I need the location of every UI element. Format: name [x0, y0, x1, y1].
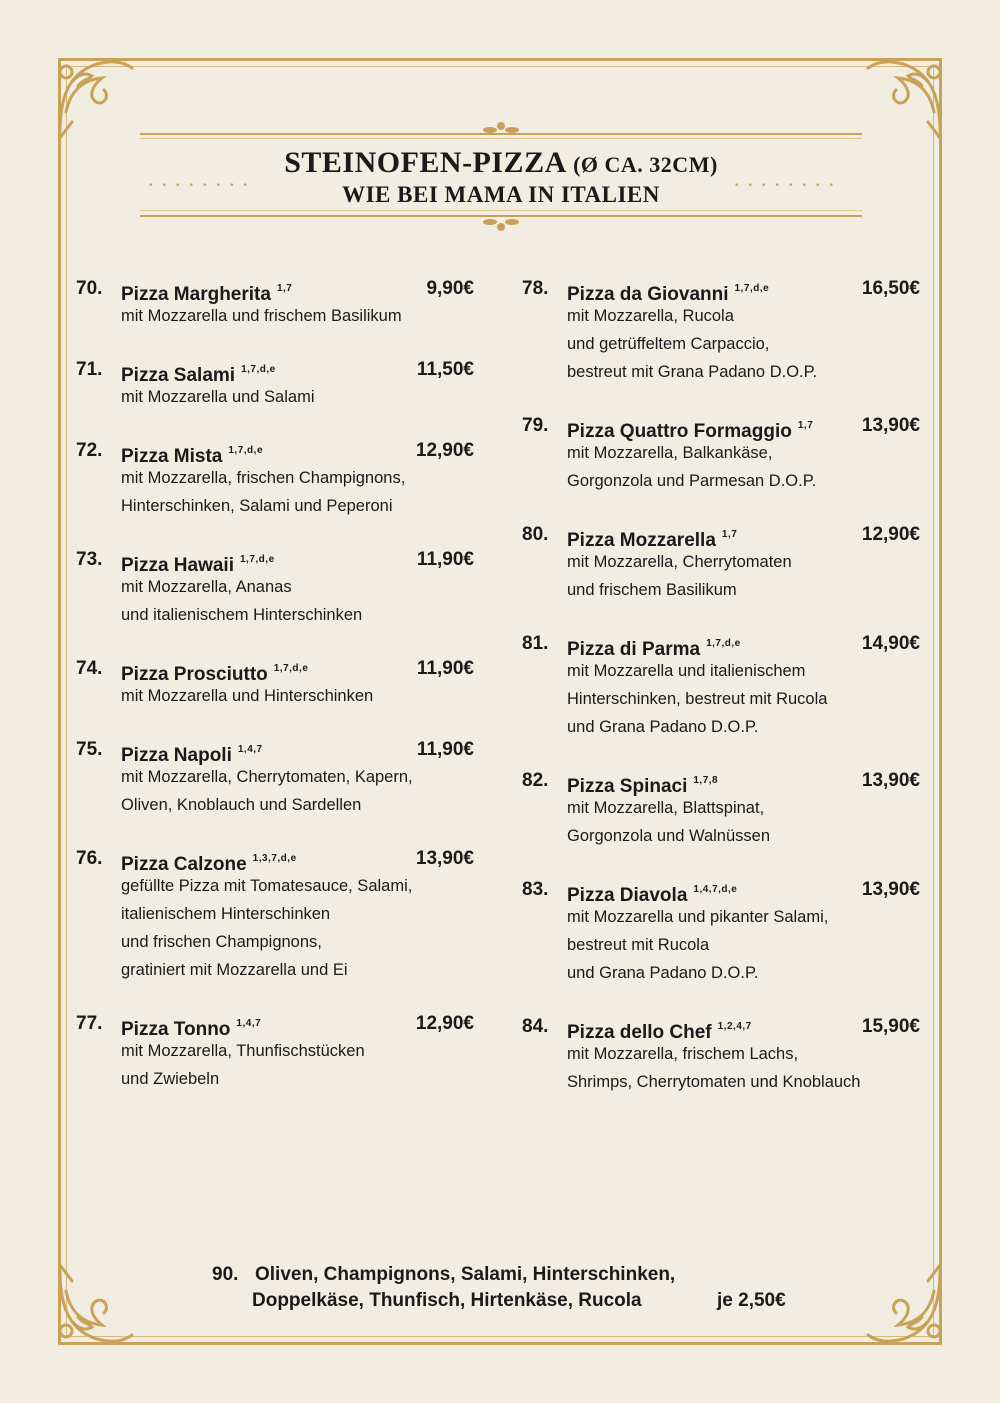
item-number: 77.	[76, 1013, 103, 1034]
allergen-codes: 1,7,d,e	[273, 663, 309, 674]
item-price: 12,90€	[415, 440, 474, 461]
item-number: 71.	[76, 359, 103, 380]
menu-item-header	[522, 413, 922, 442]
description-line: Shrimps, Cherrytomaten und Knoblauch	[567, 1073, 861, 1091]
menu-column-right	[522, 276, 922, 1123]
item-name: Pizza Diavola $^{1,4,7,d,e}$	[567, 884, 738, 906]
menu-item	[76, 276, 476, 330]
dotted-leader: ........	[148, 166, 256, 191]
description-line: mit Mozzarella und Hinterschinken	[121, 687, 374, 705]
item-description	[567, 302, 922, 386]
page-title: STEINOFEN-PIZZA (Ø CA. 32CM)	[284, 146, 718, 179]
corner-ornament-icon	[858, 1261, 948, 1351]
menu-item	[76, 656, 476, 710]
item-number: 76.	[76, 848, 103, 869]
item-description	[567, 794, 922, 850]
menu-item-header	[76, 737, 476, 766]
menu-item-header	[522, 276, 922, 305]
description-line: mit Mozzarella und pikanter Salami,	[567, 908, 829, 926]
description-line: mit Mozzarella, frischem Lachs,	[567, 1045, 799, 1063]
item-number: 84.	[522, 1016, 549, 1037]
dotted-leader: ........	[734, 166, 842, 191]
item-description	[567, 548, 922, 604]
page-subtitle: WIE BEI MAMA IN ITALIEN	[342, 182, 660, 207]
item-description	[121, 763, 476, 819]
item-description	[121, 872, 476, 984]
item-number: 72.	[76, 440, 103, 461]
allergen-codes: 1,7	[797, 420, 814, 431]
item-price: 11,50€	[416, 359, 474, 380]
allergen-codes: 1,7,d,e	[240, 554, 275, 565]
item-name: Pizza Spinaci $^{1,7,8}$	[567, 775, 719, 797]
item-number: 83.	[522, 879, 549, 900]
flourish-icon	[476, 214, 526, 236]
allergen-codes: 1,3,7,d,e	[252, 853, 297, 864]
item-number: 79.	[522, 415, 549, 436]
description-line: und Grana Padano D.O.P.	[567, 718, 759, 736]
item-price: 11,90€	[416, 658, 474, 679]
description-line: gratiniert mit Mozzarella und Ei	[121, 961, 348, 979]
flourish-icon	[476, 118, 526, 140]
description-line: gefüllte Pizza mit Tomatesauce, Salami,	[121, 877, 413, 895]
description-line: mit Mozzarella und Salami	[121, 388, 315, 406]
item-name: Pizza Hawaii $^{1,7,d,e}$	[121, 554, 275, 576]
description-line: Hinterschinken, Salami und Peperoni	[121, 497, 393, 515]
menu-header	[140, 118, 862, 236]
item-name: Pizza Quattro Formaggio $^{1,7}$	[567, 420, 814, 442]
description-line: Gorgonzola und Parmesan D.O.P.	[567, 472, 817, 490]
allergen-codes: 1,7,d,e	[228, 445, 264, 456]
item-price: 13,90€	[415, 848, 474, 869]
description-line: mit Mozzarella, Cherrytomaten	[567, 553, 792, 571]
description-line: mit Mozzarella, Thunfischstücken	[121, 1042, 365, 1060]
item-price: 12,90€	[415, 1013, 474, 1034]
item-name: Pizza Calzone $^{1,3,7,d,e}$	[121, 853, 297, 875]
menu-item	[522, 631, 922, 741]
size-note: (Ø CA. 32CM)	[573, 152, 718, 177]
item-price: 13,90€	[861, 415, 920, 436]
description-line: mit Mozzarella, frischen Champignons,	[121, 469, 406, 487]
allergen-codes: 1,7,d,e	[706, 638, 741, 649]
allergen-codes: 1,2,4,7	[717, 1021, 752, 1032]
menu-item	[522, 522, 922, 604]
description-line: mit Mozzarella, Balkankäse,	[567, 444, 773, 462]
extra-line: Doppelkäse, Thunfisch, Hirtenkäse, Rucola	[252, 1290, 642, 1311]
item-price: 11,90€	[416, 549, 474, 570]
description-line: mit Mozzarella, Cherrytomaten, Kapern,	[121, 768, 413, 786]
description-line: bestreut mit Grana Padano D.O.P.	[567, 363, 818, 381]
item-name: Pizza Margherita $^{1,7}$	[121, 283, 293, 305]
item-number: 74.	[76, 658, 103, 679]
description-line: Oliven, Knoblauch und Sardellen	[121, 796, 362, 814]
menu-item-header	[76, 438, 476, 467]
description-line: mit Mozzarella, Rucola	[567, 307, 734, 325]
item-price: 9,90€	[426, 278, 474, 299]
menu-item-header	[76, 1011, 476, 1040]
extra-line: Oliven, Champignons, Salami, Hinterschinken,	[255, 1264, 676, 1285]
menu-item-header	[522, 877, 922, 906]
allergen-codes: 1,4,7	[237, 744, 263, 755]
header-rule	[140, 210, 862, 211]
item-description	[567, 657, 922, 741]
description-line: Gorgonzola und Walnüssen	[567, 827, 771, 845]
description-line: mit Mozzarella, Blattspinat,	[567, 799, 765, 817]
corner-ornament-icon	[858, 52, 948, 142]
description-line: mit Mozzarella, Ananas	[121, 578, 292, 596]
item-price: 14,90€	[861, 633, 920, 654]
item-price: 16,50€	[861, 278, 920, 299]
item-description	[121, 573, 476, 629]
menu-item	[522, 768, 922, 850]
menu-item-header	[522, 1014, 922, 1043]
menu-item-header	[76, 656, 476, 685]
description-line: mit Mozzarella und frischem Basilikum	[121, 307, 402, 325]
description-line: bestreut mit Rucola	[567, 936, 710, 954]
item-price: 13,90€	[861, 879, 920, 900]
item-name: Pizza da Giovanni $^{1,7,d,e}$	[567, 283, 770, 305]
menu-item	[76, 846, 476, 984]
description-line: und getrüffeltem Carpaccio,	[567, 335, 770, 353]
allergen-codes: 1,4,7,d,e	[693, 884, 738, 895]
menu-item	[76, 737, 476, 819]
item-number: 73.	[76, 549, 103, 570]
menu-item-header	[522, 522, 922, 551]
item-number: 81.	[522, 633, 549, 654]
allergen-codes: 1,7	[721, 529, 738, 540]
menu-item-header	[76, 547, 476, 576]
item-description	[121, 464, 476, 520]
description-line: Hinterschinken, bestreut mit Rucola	[567, 690, 828, 708]
menu-item	[522, 276, 922, 386]
item-number: 70.	[76, 278, 103, 299]
description-line: italienischem Hinterschinken	[121, 905, 331, 923]
item-number: 75.	[76, 739, 103, 760]
extra-price: je 2,50€	[717, 1290, 786, 1311]
item-price: 15,90€	[861, 1016, 920, 1037]
extra-number: 90.	[212, 1264, 239, 1285]
menu-item	[522, 413, 922, 495]
menu-item-header	[76, 276, 476, 305]
item-description	[567, 439, 922, 495]
allergen-codes: 1,7,d,e	[734, 283, 770, 294]
menu-item	[76, 547, 476, 629]
menu-item	[76, 438, 476, 520]
item-name: Pizza Salami $^{1,7,d,e}$	[121, 364, 276, 386]
item-price: 11,90€	[416, 739, 474, 760]
allergen-codes: 1,7,8	[693, 775, 719, 786]
corner-ornament-icon	[52, 1261, 142, 1351]
item-price: 12,90€	[861, 524, 920, 545]
allergen-codes: 1,7	[276, 283, 293, 294]
description-line: mit Mozzarella und italienischem	[567, 662, 806, 680]
item-name: Pizza dello Chef $^{1,2,4,7}$	[567, 1021, 752, 1043]
menu-item	[522, 877, 922, 987]
item-description	[567, 903, 922, 987]
item-name: Pizza Mozzarella $^{1,7}$	[567, 529, 738, 551]
item-number: 82.	[522, 770, 549, 791]
item-name: Pizza Napoli $^{1,4,7}$	[121, 744, 263, 766]
item-description	[121, 1037, 476, 1093]
description-line: und frischen Champignons,	[121, 933, 322, 951]
menu-item-header	[522, 768, 922, 797]
menu-column-left	[76, 276, 476, 1120]
item-description	[567, 1040, 922, 1096]
description-line: und Zwiebeln	[121, 1070, 220, 1088]
corner-ornament-icon	[52, 52, 142, 142]
menu-item	[76, 357, 476, 411]
menu-item	[76, 1011, 476, 1093]
description-line: und italienischem Hinterschinken	[121, 606, 363, 624]
item-name: Pizza Tonno $^{1,4,7}$	[121, 1018, 262, 1040]
item-name: Pizza Mista $^{1,7,d,e}$	[121, 445, 264, 467]
allergen-codes: 1,4,7	[236, 1018, 262, 1029]
menu-item	[522, 1014, 922, 1096]
item-price: 13,90€	[861, 770, 920, 791]
description-line: und frischem Basilikum	[567, 581, 737, 599]
item-number: 80.	[522, 524, 549, 545]
item-name: Pizza Prosciutto $^{1,7,d,e}$	[121, 663, 309, 685]
menu-item-header	[76, 357, 476, 386]
allergen-codes: 1,7,d,e	[241, 364, 276, 375]
menu-item-header	[522, 631, 922, 660]
menu-item-header	[76, 846, 476, 875]
item-number: 78.	[522, 278, 549, 299]
item-name: Pizza di Parma $^{1,7,d,e}$	[567, 638, 741, 660]
description-line: und Grana Padano D.O.P.	[567, 964, 759, 982]
